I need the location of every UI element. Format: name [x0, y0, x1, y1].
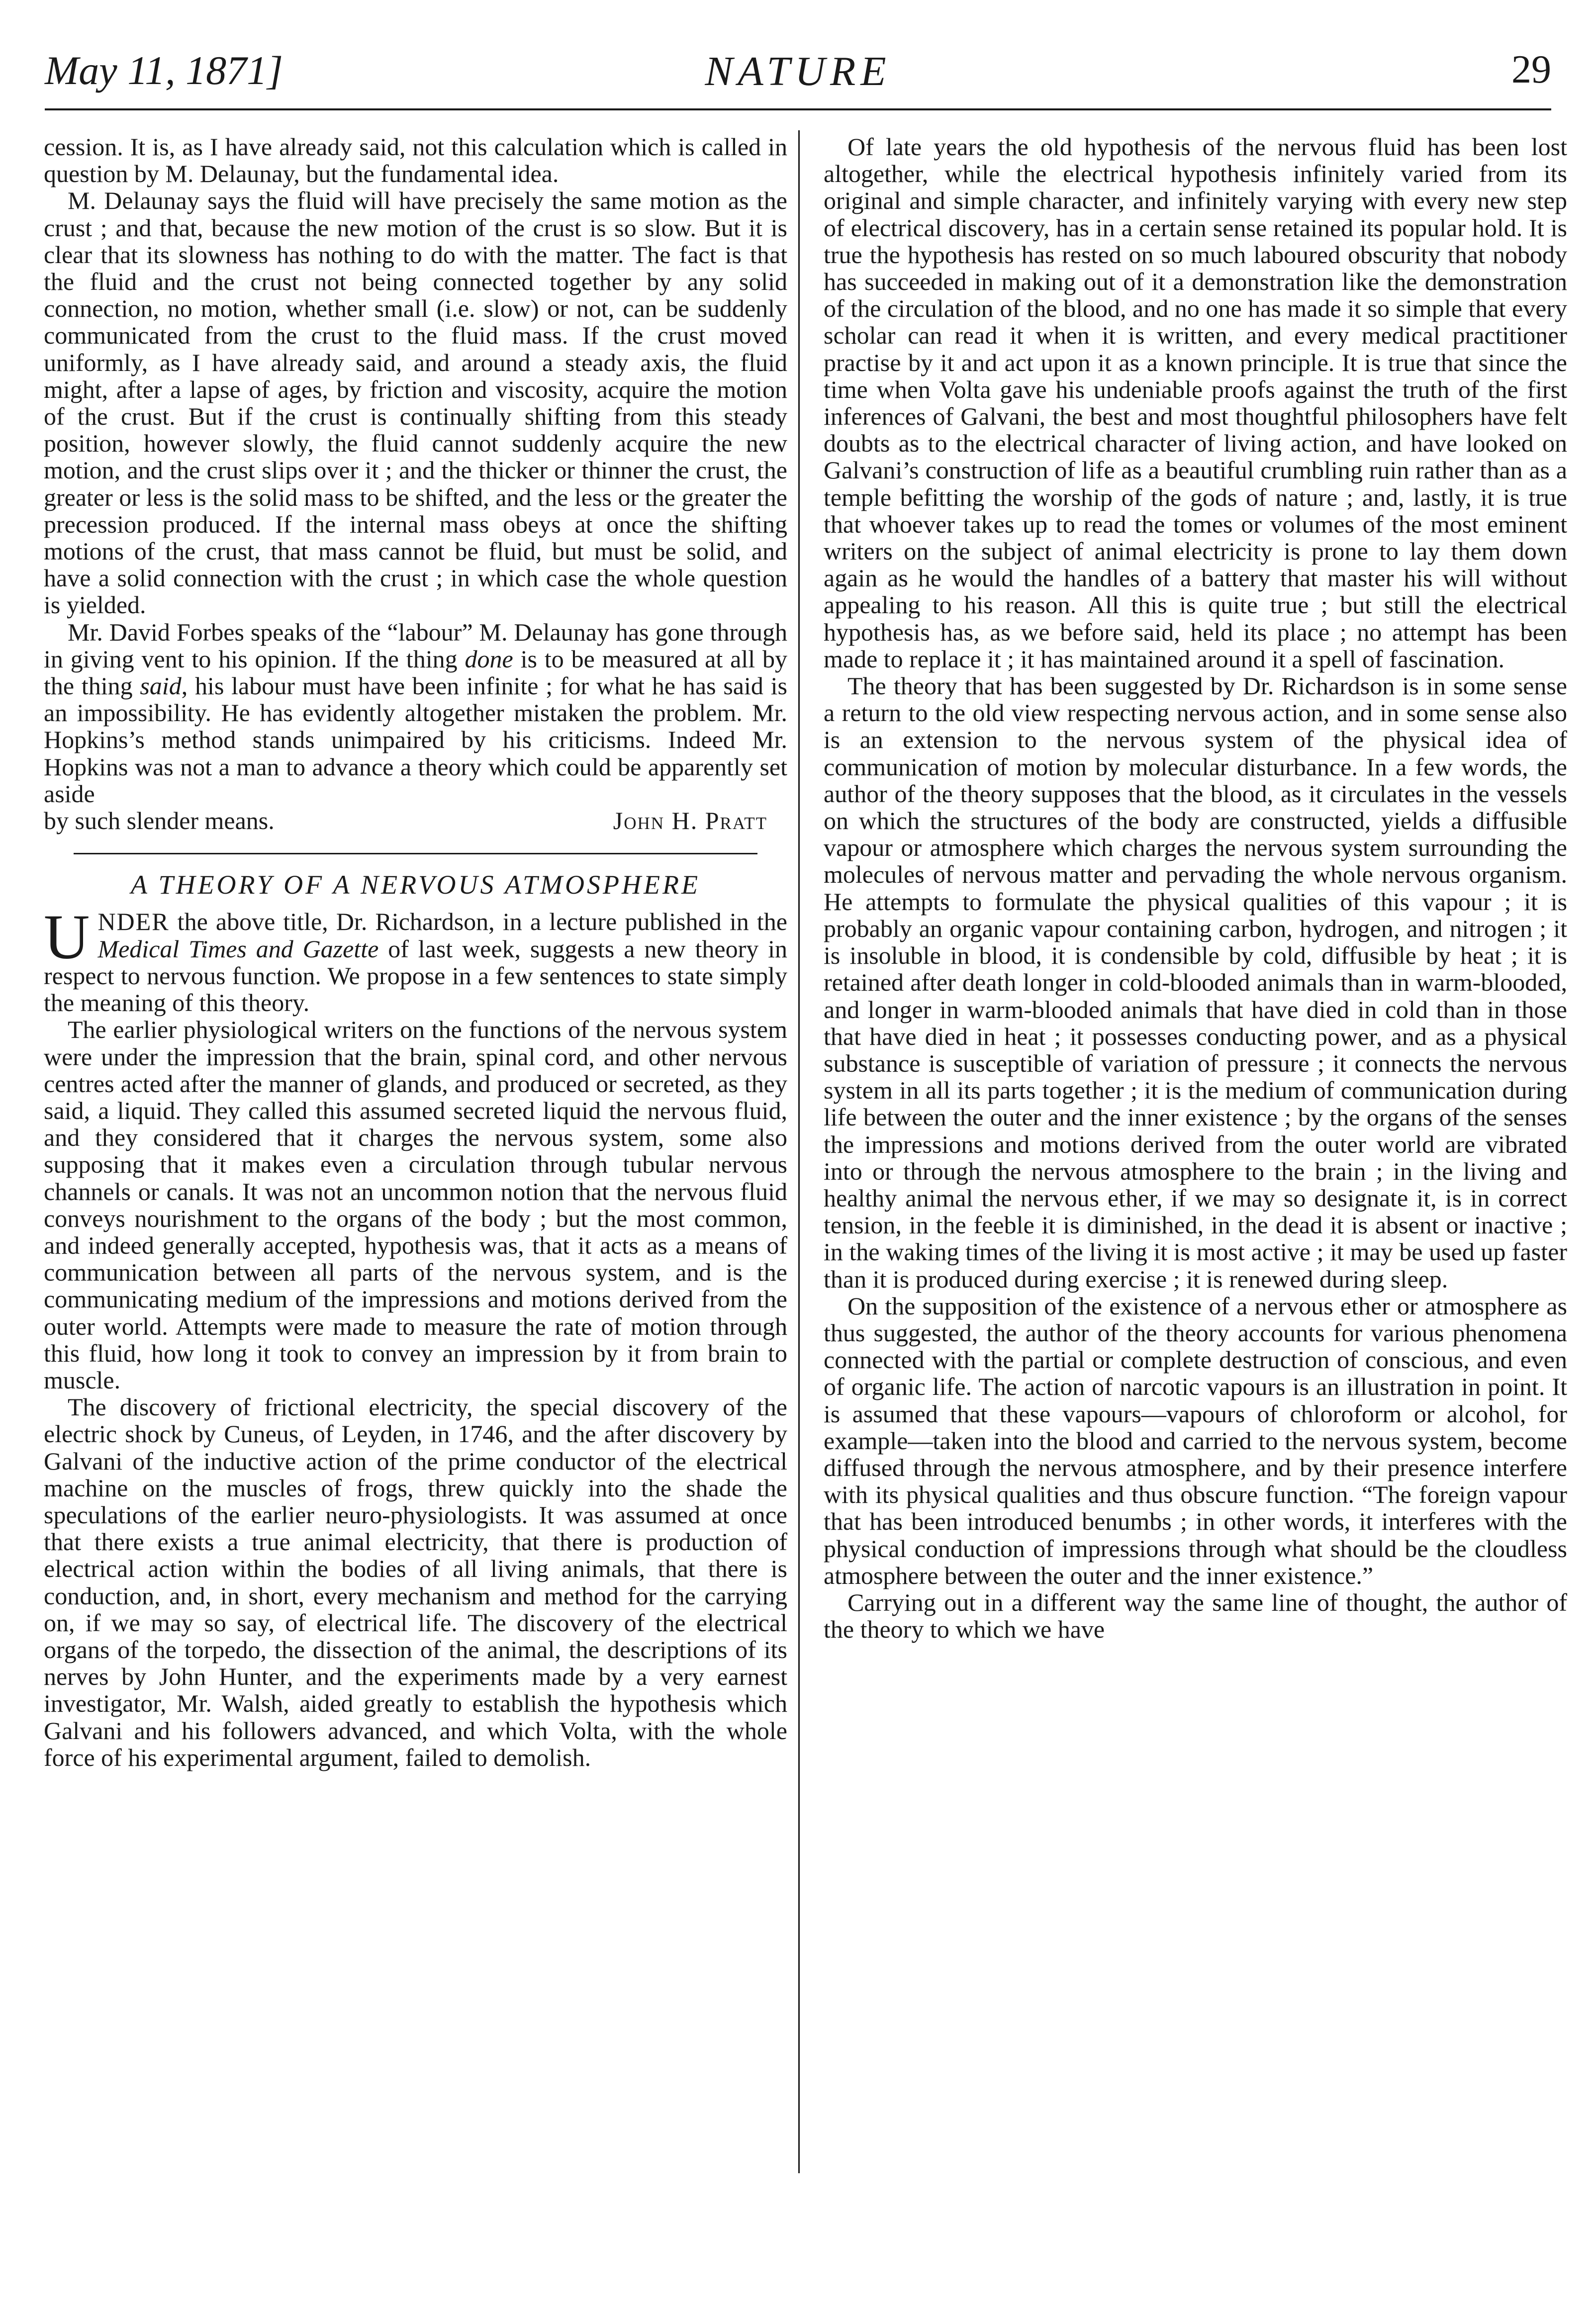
paragraph: The theory that has been suggested by Dr. Richardson is in some sense a return to the old view respecting nervous action, and in some sense also is an extension to the nervous system of the physical idea of communication of motion by molecular disturbance. In a few words, the author of the theory supposes that the blood, as it circulates in the vessels on which the structures of the body are constructed, yields a diffusible vapour or atmosphere which charges the nervous system surrounding the molecules of nervous matter and pervading the whole nervous organism. He attempts to formulate the physical qualities of this vapour ; it is probably an organic vapour containing carbon, hydrogen, and nitrogen ; it is insoluble in blood, it is condensible by cold, diffusible by heat ; it is retained after death longer in cold-blooded animals than in warm-blooded, and longer in warm-blooded animals that have died in cold than in those that have died in heat ; it possesses conducting power, and as a physical substance is susceptible of variation of pressure ; it connects the nervous system in all its parts together ; it is the medium of communication during life between the outer and the inner existence ; by the organs of the senses the impressions and motions derived from the outer world are vibrated into or through the nervous atmosphere to the brain ; in the living and healthy animal the nervous ether, if we may so designate it, is in correct tension, in the feeble it is diminished, in the dead it is absent or inactive ; in the waking times of the living it is most active ; it may be used up faster than it is produced during exercise ; it is renewed during sleep. [824, 672, 1567, 1293]
right-column [824, 133, 1567, 1643]
paragraph: M. Delaunay says the fluid will have precisely the same motion as the crust ; and that, because the new motion of the crust is so slow. But it is clear that its slowness has nothing to do with the matter. The fact is that the fluid and the crust not being connected together by any solid connection, no motion, whether small (i.e. slow) or not, can be suddenly communicated from the crust to the fluid mass. If the crust moved uniformly, as I have already said, and around a steady axis, the fluid might, after a lapse of ages, by friction and viscosity, acquire the motion of the crust. But if the crust is continually shifting from this steady position, however slowly, the fluid cannot suddenly acquire the new motion, and the crust slips over it ; and the thicker or thinner the crust, the greater or less is the solid mass to be shifted, and the less or the greater the precession produced. If the internal mass obeys at once the shifting motions of the crust, that mass cannot be fluid, but must be solid, and have a solid connection with the crust ; in which case the whole question is yielded. [44, 186, 787, 619]
journal-title: NATURE [705, 48, 891, 94]
text-run: the above title, Dr. Richardson, in a lecture published in the [169, 908, 787, 936]
text-run: of last week, suggests a new theory in respect to nervous function. We propose in a few sentences to state simply the meaning of this theory. [44, 934, 787, 1017]
header-rule [45, 108, 1551, 110]
left-column [44, 133, 787, 1771]
emphasis-text: done [465, 645, 513, 673]
section-divider [74, 853, 757, 854]
paragraph: Carrying out in a different way the same line of thought, the author of the theory to which we have [824, 1588, 1567, 1644]
paragraph: Of late years the old hypothesis of the nervous fluid has been lost altogether, while the electrical hypothesis infinitely varied from its original and simple character, and infinitely varying with every new step of electrical discovery, has in a certain sense retained its popular hold. It is true the hypothesis has rested on so much laboured obscurity that nobody has succeeded in making out of it a demonstration like the demonstration of the circulation of the blood, and no one has made it so simple that every scholar can read it when it is written, and every medical practitioner practise by it and act upon it as a known principle. It is true that since the time when Volta gave his undeniable proofs against the truth of the first inferences of Galvani, the best and most thoughtful philosophers have felt doubts as to the electrical character of living action, and have looked on Galvani’s construction of life as a beautiful crumbling ruin rather than as a temple befitting the worship of the gods of nature ; and, lastly, it is true that whoever takes up to read the tomes or volumes of the most eminent writers on the subject of animal electricity is prone to lay them down again as he would the handles of a battery that master his will without appealing to his reason. All this is quite true ; but still the electrical hypothesis has, as we before said, held its place ; no attempt has been made to replace it ; it has maintained around it a spell of fascination. [824, 133, 1567, 673]
paragraph: cession. It is, as I have already said, not this calculation which is called in question by M. Delaunay, but the fundamental idea. [44, 133, 787, 188]
column-divider [798, 130, 800, 2173]
page-number: 29 [1511, 48, 1551, 92]
signoff-line [44, 807, 787, 834]
paragraph [44, 619, 787, 807]
paragraph [44, 902, 787, 1017]
page-header [45, 47, 1551, 102]
journal-reference: Medical Times and Gazette [97, 934, 379, 963]
text-run: is to be measured at all by the thing [44, 645, 787, 700]
emphasis-text: said [140, 672, 182, 700]
text-run: NDER [97, 908, 170, 936]
article-title: A THEORY OF A NERVOUS ATMOSPHERE [131, 870, 700, 900]
paragraph: The earlier physiological writers on the functions of the nervous system were under the impression that the brain, spinal cord, and other nervous centres acted after the manner of glands, and produced or secreted, as they said, a liquid. They called this assumed secreted liquid the nervous fluid, and they considered that it charges the nervous system, some also supposing that it makes even a circulation through tubular nervous channels or canals. It was not an uncommon notion that the nervous fluid conveys nourishment to the organs of the body ; but the most common, and indeed generally accepted, hypothesis was, that it acts as a means of communication between all parts of the nervous system, and is the communicating medium of the impressions and motions derived from the outer world. Attempts were made to measure the rate of motion through this fluid, how long it took to convey an impression by it from brain to muscle. [44, 1015, 787, 1394]
signoff-text: by such slender means. [44, 807, 275, 835]
author-signature: John H. Pratt [613, 807, 767, 835]
issue-date: May 11, 1871] [45, 48, 283, 93]
drop-cap: U [44, 902, 90, 973]
text-run: Mr. David Forbes speaks of the “labour” M. Delaunay has gone through in giving vent to his opinion. If the thing [44, 618, 787, 673]
paragraph: On the supposition of the existence of a nervous ether or atmosphere as thus suggested, the author of the theory accounts for various phenomena connected with the partial or complete destruction of conscious, and even of organic life. The action of narcotic vapours is an illustration in point. It is assumed that these vapours—vapours of chloroform or alcohol, for example—taken into the blood and carried to the nervous system, become diffused through the nervous atmosphere, and by their presence interfere with its physical qualities and thus obscure function. “The foreign vapour that has been introduced benumbs ; in other words, it interferes with the physical conduction of impressions through what should be the cloudless atmosphere between the outer and the inner existence.” [824, 1291, 1567, 1589]
text-run: , his labour must have been infinite ; for what he has said is an impossibility. He has evidently altogether mistaken the problem. Mr. Hopkins’s method stands unimpaired by his criticisms. Indeed Mr. Hopkins was not a man to advance a theory which could be apparently set aside [44, 672, 787, 808]
paragraph: The discovery of frictional electricity, the special discovery of the electric shock by Cuneus, of Leyden, in 1746, and the after discovery by Galvani of the inductive action of the prime conductor of the electrical machine on the muscles of frogs, threw quickly into the shade the speculations of the earlier neuro-physiologists. It was assumed at once that there exists a true animal electricity, that there is production of electrical action within the bodies of all living animals, that there is conduction, and, in short, every mechanism and method for the carrying on, if we may so say, of electrical life. The discovery of the electrical organs of the torpedo, the dissection of the animal, the descriptions of its nerves by John Hunter, and the experiments made by a very earnest investigator, Mr. Walsh, aided greatly to establish the hypothesis which Galvani and his followers advanced, and which Volta, with the whole force of his experimental argument, failed to demolish. [44, 1393, 787, 1771]
